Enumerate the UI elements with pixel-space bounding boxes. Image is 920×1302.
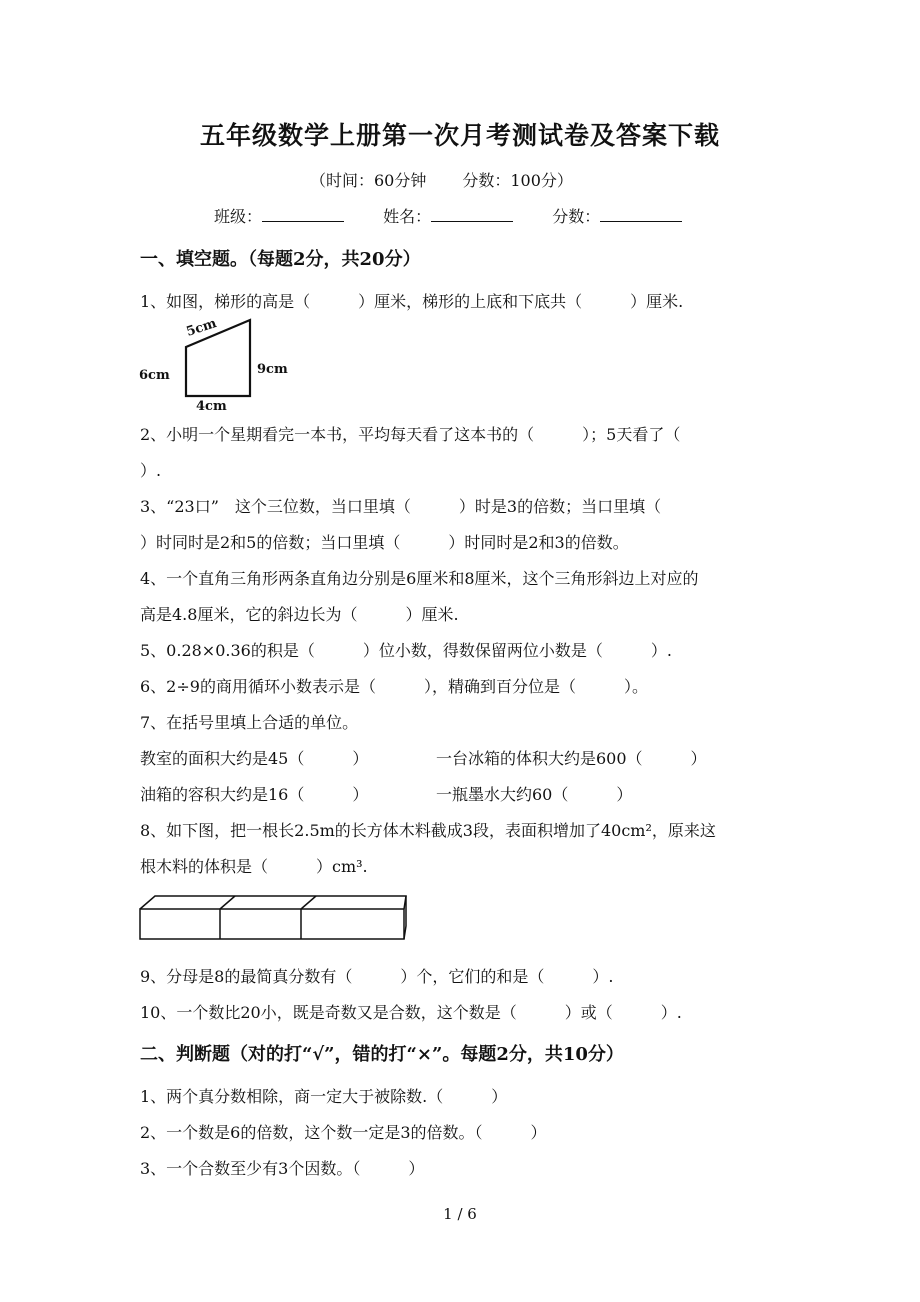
question-2-3: 3、一个合数至少有3个因数。（ ） bbox=[140, 1159, 425, 1178]
wood-cut-top-1 bbox=[220, 896, 235, 909]
trapezoid-right-label: 9cm bbox=[257, 362, 288, 377]
name-label: 姓名： bbox=[383, 207, 432, 226]
question-1-2-line2: ）. bbox=[140, 461, 162, 480]
question-1-4-line2: 高是4.8厘米，它的斜边长为（ ）厘米. bbox=[140, 605, 459, 624]
page-title: 五年级数学上册第一次月考测试卷及答案下载 bbox=[199, 121, 720, 150]
class-label: 班级： bbox=[214, 207, 263, 226]
question-1-7-b: 一台冰箱的体积大约是600（ ） bbox=[436, 749, 707, 768]
question-1-3-line2: ）时同时是2和5的倍数；当口里填（ ）时同时是2和3的倍数。 bbox=[140, 533, 629, 552]
question-1-5: 5、0.28×0.36的积是（ ）位小数，得数保留两位小数是（ ）. bbox=[140, 641, 672, 660]
exam-total-score: 分数：100分） bbox=[462, 171, 573, 190]
score-label: 分数： bbox=[552, 207, 601, 226]
trapezoid-top-label: 5cm bbox=[184, 316, 219, 340]
class-blank[interactable] bbox=[262, 207, 344, 222]
score-field[interactable] bbox=[552, 204, 682, 227]
section2-heading: 二、判断题（对的打“√”，错的打“×”。每题2分，共10分） bbox=[140, 1044, 624, 1065]
trapezoid-figure bbox=[136, 314, 306, 414]
question-1-8-line2: 根木料的体积是（ ）cm³. bbox=[140, 857, 368, 876]
question-1-4-line1: 4、一个直角三角形两条直角边分别是6厘米和8厘米，这个三角形斜边上对应的 bbox=[140, 569, 699, 588]
wood-block-figure bbox=[138, 893, 410, 943]
student-info bbox=[214, 204, 716, 227]
question-1-7-a: 教室的面积大约是45（ ） bbox=[140, 749, 369, 768]
score-blank[interactable] bbox=[600, 207, 682, 222]
question-1-2-line1: 2、小明一个星期看完一本书，平均每天看了这本书的（ ）；5天看了（ bbox=[140, 425, 681, 444]
wood-front-face bbox=[140, 909, 404, 939]
question-1-7-c: 油箱的容积大约是16（ ） bbox=[140, 785, 369, 804]
name-field[interactable] bbox=[383, 204, 513, 227]
wood-cut-top-2 bbox=[301, 896, 316, 909]
question-1-1: 1、如图，梯形的高是（ ）厘米，梯形的上底和下底共（ ）厘米. bbox=[140, 292, 684, 311]
trapezoid-bottom-label: 4cm bbox=[196, 399, 227, 414]
exam-time: （时间：60分钟 bbox=[310, 171, 427, 190]
question-1-10: 10、一个数比20小，既是奇数又是合数，这个数是（ ）或（ ）. bbox=[140, 1003, 682, 1022]
section1-heading: 一、填空题。（每题2分，共20分） bbox=[140, 249, 421, 270]
question-1-3-line1: 3、“23口” 这个三位数，当口里填（ ）时是3的倍数；当口里填（ bbox=[140, 497, 662, 516]
question-1-6: 6、2÷9的商用循环小数表示是（ ），精确到百分位是（ ）。 bbox=[140, 677, 648, 696]
question-1-7-d: 一瓶墨水大约60（ ） bbox=[436, 785, 633, 804]
trapezoid-left-label: 6cm bbox=[139, 368, 170, 383]
wood-top-face bbox=[140, 896, 406, 909]
exam-meta bbox=[310, 168, 609, 191]
class-field[interactable] bbox=[214, 204, 344, 227]
name-blank[interactable] bbox=[431, 207, 513, 222]
question-2-2: 2、一个数是6的倍数，这个数一定是3的倍数。（ ） bbox=[140, 1123, 547, 1142]
page-number: 1 / 6 bbox=[443, 1205, 477, 1223]
question-1-7: 7、在括号里填上合适的单位。 bbox=[140, 713, 359, 732]
question-2-1: 1、两个真分数相除，商一定大于被除数.（ ） bbox=[140, 1087, 508, 1106]
question-1-9: 9、分母是8的最简真分数有（ ）个，它们的和是（ ）. bbox=[140, 967, 614, 986]
question-1-8-line1: 8、如下图，把一根长2.5m的长方体木料截成3段，表面积增加了40cm²，原来这 bbox=[140, 821, 716, 840]
